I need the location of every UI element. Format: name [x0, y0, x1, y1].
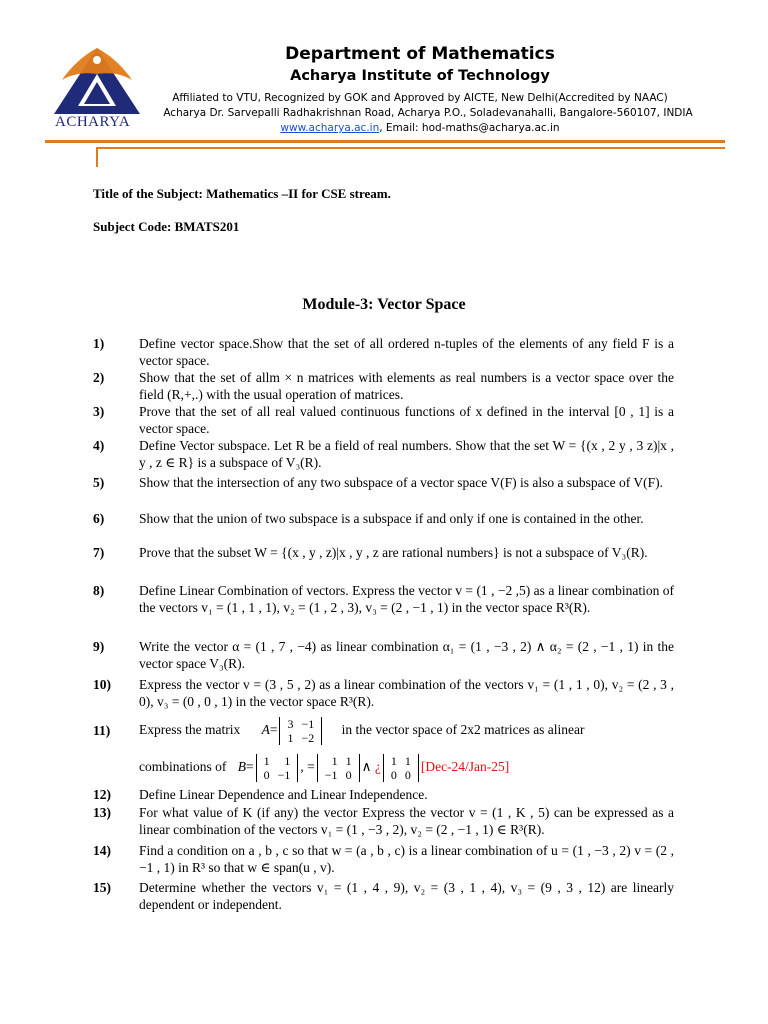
question-text: Show that the union of two subspace is a subspace if and only if one is contained in the other.: [139, 511, 644, 526]
header-rule-top: [45, 140, 725, 143]
question-text: Define vector space.Show that the set of all ordered n-tuples of the elements of any field F is a vector space.: [139, 336, 674, 368]
exam-tag: [Dec-24/Jan-25]: [420, 759, 510, 774]
question-number: 13): [93, 805, 111, 820]
matrix-d: 1 1 0 0: [383, 754, 419, 782]
question-2: [93, 369, 674, 403]
question-7: [93, 544, 674, 561]
question-text-part: Express the matrix: [139, 722, 241, 737]
question-number: 15): [93, 880, 111, 895]
question-3: [93, 403, 674, 437]
question-number: 7): [93, 545, 105, 560]
matrix-c: 1 1 −1 0: [317, 754, 360, 782]
question-text: Express the vector v = (3 , 5 , 2) as a linear combination of the vectors v₁ = (1 , 1 , 0), v₂ = (2 , 3 , 0), v₃ = (0 , 0 , 1) in the vector space R³(R).: [139, 677, 674, 709]
question-number: 12): [93, 787, 111, 802]
website-link[interactable]: www.acharya.ac.in: [280, 122, 380, 134]
question-text: For what value of K (if any) the vector Express the vector v = (1 , K , 5) can be expressed as a linear combination of the vectors v₁ = (1 , −3 , 2), v₂ = (2 , −1 , 1) ∈ R³(R).: [139, 805, 674, 837]
question-text: Write the vector α = (1 , 7 , −4) as linear combination α₁ = (1 , −3 , 2) ∧ α₂ = (2 , −1 , 1) in the vector space V₃(R).: [139, 639, 674, 671]
question-number: 6): [93, 511, 105, 526]
question-text: Define Linear Combination of vectors. Express the vector v = (1 , −2 ,5) as a linear combination of the vectors v₁ = (1 , 1 , 1), v₂ = (1 , 2 , 3), v₃ = (2 , −1 , 1) in the vector space R³(R).: [139, 583, 674, 615]
subject-code: Subject Code: BMATS201: [93, 219, 240, 234]
question-11: [93, 713, 674, 785]
question-1: [93, 335, 674, 369]
question-text: Define Linear Dependence and Linear Independence.: [139, 787, 428, 802]
question-number: 10): [93, 677, 111, 692]
question-text: Express the matrix A= 3 −1 1 −2 in the vector space of 2x2 matrices as alinear combinations of B= 1 1 0 −1 , = 1 1 −1 0 ∧ ¿ 1 1 0 0 [Dec-24/Jan-25]: [139, 716, 585, 782]
address-line: Acharya Dr. Sarvepalli Radhakrishnan Road, Acharya P.O., Soladevanahalli, Bangalore-560107, INDIA: [163, 107, 693, 119]
question-12: [93, 786, 674, 803]
question-15: [93, 879, 674, 913]
logo-wordmark: ACHARYA: [55, 114, 131, 130]
institute-title: Acharya Institute of Technology: [290, 68, 550, 84]
contact-line: [140, 122, 700, 134]
subject-title: Title of the Subject: Mathematics –II for CSE stream.: [93, 186, 391, 201]
affiliation-line: Affiliated to VTU, Recognized by GOK and Approved by AICTE, New Delhi(Accredited by NAAC): [172, 92, 668, 104]
question-number: 5): [93, 475, 105, 490]
email-text: , Email: hod-maths@acharya.ac.in: [379, 122, 560, 134]
question-number: 2): [93, 370, 105, 385]
question-text: Determine whether the vectors v₁ = (1 , 4 , 9), v₂ = (3 , 1 , 4), v₃ = (9 , 3 , 12) are linearly dependent or independent.: [139, 880, 674, 912]
question-text-part: in the vector space of 2x2 matrices as alinear: [341, 722, 585, 737]
question-text: Show that the set of allm × n matrices with elements as real numbers is a vector space over the field (R,+,.) with the usual operation of matrices.: [139, 370, 674, 402]
question-13: [93, 804, 674, 838]
question-text: Prove that the subset W = {(x , y , z)|x , y , z are rational numbers} is not a subspace of V₃(R).: [139, 545, 648, 560]
question-9: [93, 638, 674, 672]
question-text: Find a condition on a , b , c so that w = (a , b , c) is a linear combination of u = (1 , −3 , 2) v = (2 , −1 , 1) in R³ so that w ∈ span(u , v).: [139, 843, 674, 875]
matrix-a: 3 −1 1 −2: [279, 717, 322, 745]
question-number: 1): [93, 336, 105, 351]
question-number: 9): [93, 639, 105, 654]
question-number: 11): [93, 723, 111, 738]
question-text-part: combinations of: [139, 759, 227, 774]
question-number: 8): [93, 583, 105, 598]
question-number: 14): [93, 843, 111, 858]
question-5: [93, 474, 674, 491]
question-text: Show that the intersection of any two subspace of a vector space V(F) is also a subspace of V(F).: [139, 475, 663, 490]
department-title: Department of Mathematics: [285, 44, 555, 64]
question-number: 3): [93, 404, 105, 419]
module-title: Module-3: Vector Space: [302, 296, 466, 313]
header-rule-vertical: [96, 147, 98, 167]
question-number: 4): [93, 438, 105, 453]
question-14: [93, 842, 674, 876]
header-rule-bottom: [96, 147, 725, 149]
matrix-b: 1 1 0 −1: [256, 754, 299, 782]
question-text: Prove that the set of all real valued continuous functions of x defined in the interval [0 , 1] is a vector space.: [139, 404, 674, 436]
question-text: Define Vector subspace. Let R be a field of real numbers. Show that the set W = {(x , 2 y , 3 z)|x , y , z ∈ R} is a subspace of V₃(R).: [139, 438, 674, 470]
question-10: [93, 676, 674, 710]
question-4: [93, 437, 674, 471]
question-6: [93, 510, 674, 527]
question-8: [93, 582, 674, 616]
